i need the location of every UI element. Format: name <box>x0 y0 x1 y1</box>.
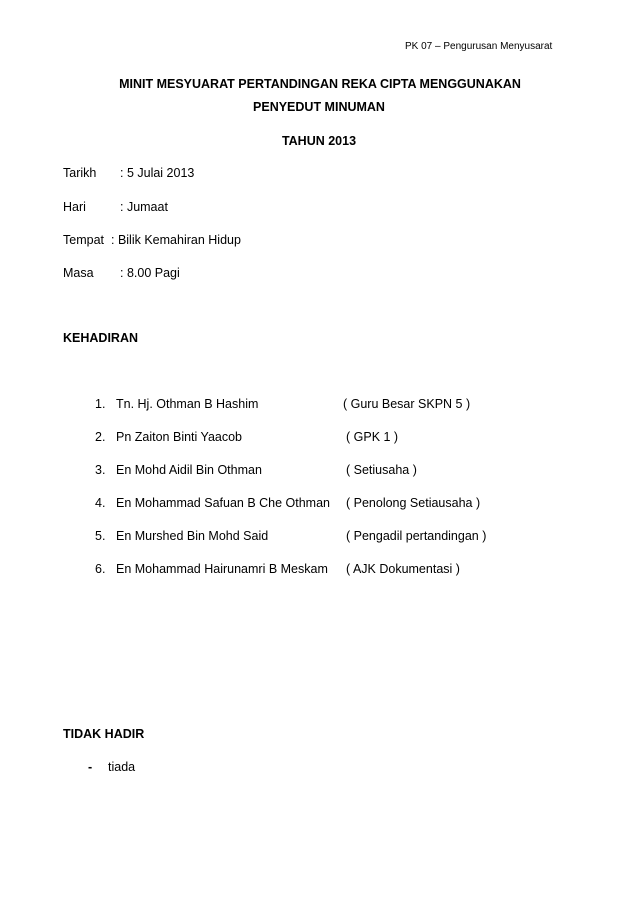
attendance-item-role: ( Pengadil pertandingan ) <box>346 529 487 543</box>
attendance-item-name: Pn Zaiton Binti Yaacob <box>116 430 243 444</box>
absent-heading: TIDAK HADIR <box>63 727 145 741</box>
meeting-date-label: Tarikh <box>63 166 97 180</box>
attendance-item <box>95 496 330 510</box>
meeting-place-label: Tempat <box>63 233 104 247</box>
attendance-item-role: ( Guru Besar SKPN 5 ) <box>343 397 471 411</box>
meeting-place-value: : Bilik Kemahiran Hidup <box>111 233 241 247</box>
attendance-item <box>95 463 262 477</box>
meeting-time-label: Masa <box>63 266 94 280</box>
absent-item-text: tiada <box>108 760 136 774</box>
attendance-item-number: 5. <box>95 529 106 543</box>
meeting-day-label: Hari <box>63 200 86 214</box>
attendance-item-name: En Mohammad Hairunamri B Meskam <box>116 562 328 576</box>
attendance-item-number: 3. <box>95 463 106 477</box>
document-title-line-2: PENYEDUT MINUMAN <box>253 100 385 114</box>
attendance-item-role: ( AJK Dokumentasi ) <box>346 562 460 576</box>
attendance-item <box>95 430 242 444</box>
document-title-year: TAHUN 2013 <box>281 134 357 148</box>
meeting-day <box>63 200 168 214</box>
attendance-item-number: 4. <box>95 496 106 510</box>
document-reference: PK 07 – Pengurusan Menyusarat <box>405 41 553 52</box>
attendance-item <box>95 562 328 576</box>
meeting-time <box>63 266 180 280</box>
bullet-dash: - <box>88 760 93 774</box>
attendance-item-number: 1. <box>95 397 106 411</box>
absent-item <box>88 760 135 774</box>
attendance-item <box>95 529 268 543</box>
attendance-item-name: Tn. Hj. Othman B Hashim <box>116 397 259 411</box>
attendance-item-name: En Murshed Bin Mohd Said <box>116 529 269 543</box>
attendance-item-role: ( GPK 1 ) <box>346 430 399 444</box>
attendance-item-role: ( Penolong Setiausaha ) <box>346 496 481 510</box>
attendance-item-number: 2. <box>95 430 106 444</box>
meeting-date <box>63 166 194 180</box>
attendance-item-name: En Mohammad Safuan B Che Othman <box>116 496 331 510</box>
meeting-day-value: : Jumaat <box>120 200 168 214</box>
document-title-line-1: MINIT MESYUARAT PERTANDINGAN REKA CIPTA MENGGUNAKAN <box>119 77 521 91</box>
attendance-item <box>95 397 258 411</box>
attendance-heading: KEHADIRAN <box>63 331 138 345</box>
attendance-item-name: En Mohd Aidil Bin Othman <box>116 463 262 477</box>
meeting-place <box>63 233 241 247</box>
meeting-date-value: : 5 Julai 2013 <box>120 166 195 180</box>
attendance-item-number: 6. <box>95 562 106 576</box>
attendance-item-role: ( Setiusaha ) <box>346 463 417 477</box>
meeting-time-value: : 8.00 Pagi <box>120 266 180 280</box>
